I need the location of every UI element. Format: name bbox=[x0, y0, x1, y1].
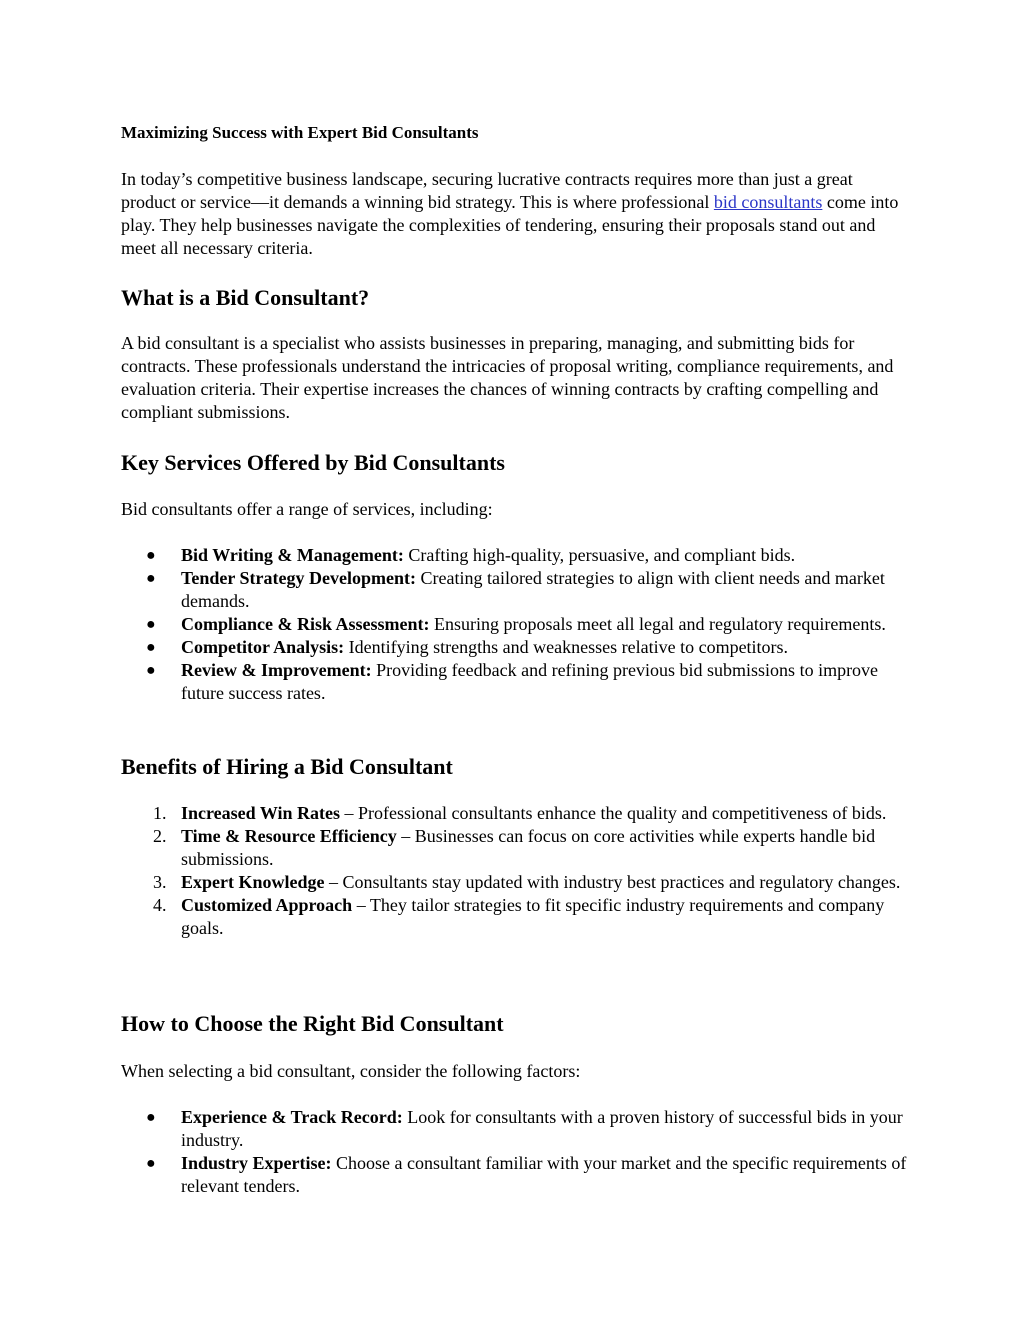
bullet-icon: ● bbox=[146, 1109, 156, 1126]
list-item-text: – Consultants stay updated with industry best practices and regulatory changes. bbox=[324, 872, 901, 892]
section-key-services-intro: Bid consultants offer a range of services, including: bbox=[121, 499, 493, 519]
list-item bbox=[121, 659, 911, 705]
list-item-text: Creating tailored strategies to align with client needs and market demands. bbox=[181, 568, 885, 611]
list-item bbox=[121, 825, 911, 871]
document-title: Maximizing Success with Expert Bid Consultants bbox=[121, 123, 479, 142]
list-item bbox=[121, 1106, 911, 1152]
bullet-icon: ● bbox=[146, 662, 156, 679]
list-item-text: – Professional consultants enhance the quality and competitiveness of bids. bbox=[340, 803, 887, 823]
list-item-term: Customized Approach bbox=[181, 895, 353, 915]
list-item bbox=[121, 613, 911, 636]
section-heading-how-to-choose: How to Choose the Right Bid Consultant bbox=[121, 1011, 504, 1036]
list-item-term: Review & Improvement: bbox=[181, 660, 372, 680]
section-heading-key-services: Key Services Offered by Bid Consultants bbox=[121, 450, 505, 475]
intro-text-before-link: In today’s competitive business landscape, securing lucrative contracts requires more than just a great product or service—it demands a winning bid strategy. This is where professional bbox=[121, 169, 853, 212]
list-item-term: Time & Resource Efficiency bbox=[181, 826, 397, 846]
list-item-text: – Businesses can focus on core activities while experts handle bid submissions. bbox=[181, 826, 876, 869]
list-item-term: Increased Win Rates bbox=[181, 803, 341, 823]
list-item bbox=[121, 636, 911, 659]
list-item-term: Compliance & Risk Assessment: bbox=[181, 614, 430, 634]
bullet-icon: ● bbox=[146, 547, 156, 564]
list-item-text: Crafting high-quality, persuasive, and compliant bids. bbox=[403, 545, 796, 565]
list-item-number: 1. bbox=[153, 803, 167, 823]
list-item-term: Expert Knowledge bbox=[181, 872, 325, 892]
bullet-icon: ● bbox=[146, 639, 156, 656]
list-item bbox=[121, 544, 911, 567]
list-item-text: Identifying strengths and weaknesses relative to competitors. bbox=[344, 637, 789, 657]
list-item-term: Tender Strategy Development: bbox=[181, 568, 416, 588]
list-item-number: 2. bbox=[153, 826, 167, 846]
section-how-to-choose-intro: When selecting a bid consultant, consider the following factors: bbox=[121, 1061, 581, 1081]
list-item-term: Competitor Analysis: bbox=[181, 637, 345, 657]
list-item-text: Ensuring proposals meet all legal and regulatory requirements. bbox=[429, 614, 886, 634]
bullet-icon: ● bbox=[146, 616, 156, 633]
list-item bbox=[121, 894, 911, 940]
list-item-term: Industry Expertise: bbox=[181, 1153, 332, 1173]
intro-paragraph bbox=[121, 168, 911, 260]
key-services-list bbox=[121, 544, 911, 705]
bullet-icon: ● bbox=[146, 570, 156, 587]
list-item-text: – They tailor strategies to fit specific industry requirements and company goals. bbox=[181, 895, 885, 938]
list-item-number: 4. bbox=[153, 895, 167, 915]
list-item-text: Providing feedback and refining previous bid submissions to improve future success rates. bbox=[181, 660, 879, 703]
section-what-is-body: A bid consultant is a specialist who assists businesses in preparing, managing, and submitting bids for contracts. These professionals understand the intricacies of proposal writing, compliance requirements, and evaluation criteria. Their expertise increases the chances of winning contracts by crafting compelling and compliant submissions. bbox=[121, 333, 894, 422]
section-heading-benefits: Benefits of Hiring a Bid Consultant bbox=[121, 754, 453, 779]
section-heading-what-is: What is a Bid Consultant? bbox=[121, 285, 370, 310]
intro-text-after-link: come into play. They help businesses navigate the complexities of tendering, ensuring their proposals stand out and meet all necessary criteria. bbox=[121, 192, 899, 258]
list-item-term: Bid Writing & Management: bbox=[181, 545, 404, 565]
list-item bbox=[121, 1152, 911, 1198]
list-item-text: Choose a consultant familiar with your market and the specific requirements of relevant tenders. bbox=[181, 1153, 907, 1196]
list-item-term: Experience & Track Record: bbox=[181, 1107, 403, 1127]
list-item-number: 3. bbox=[153, 872, 167, 892]
list-item bbox=[121, 871, 911, 894]
choose-factors-list bbox=[121, 1106, 911, 1198]
bid-consultants-link[interactable]: bid consultants bbox=[713, 192, 823, 212]
bullet-icon: ● bbox=[146, 1155, 156, 1172]
benefits-list bbox=[121, 802, 911, 940]
list-item-text: Look for consultants with a proven history of successful bids in your industry. bbox=[181, 1107, 903, 1150]
list-item bbox=[121, 802, 911, 825]
list-item bbox=[121, 567, 911, 613]
